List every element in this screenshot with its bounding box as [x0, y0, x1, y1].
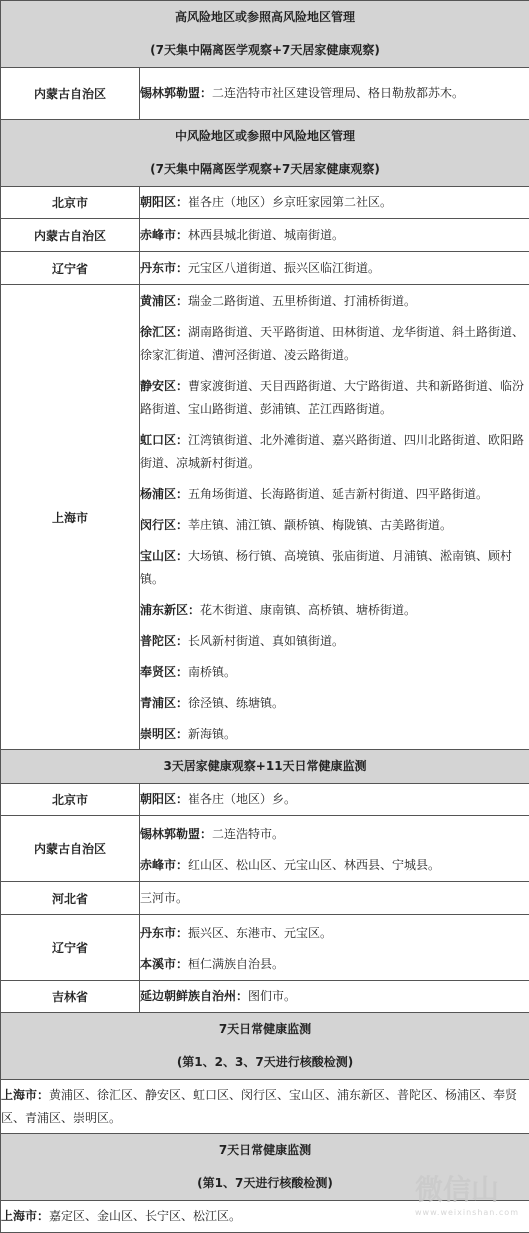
home-obs-header [1, 750, 529, 784]
area-text: 元宝区八道街道、振兴区临江街道。 [188, 261, 380, 275]
city-label: 丹东市： [140, 261, 188, 275]
area-text: 二连浩特市。 [212, 827, 284, 841]
mid-risk-title: 中风险地区或参照中风险地区管理 [1, 120, 529, 153]
area-text: 湖南路街道、天平路街道、田林街道、龙华街道、斜土路街道、徐家汇街道、漕河泾街道、凌云路街道。 [140, 325, 524, 362]
area-text: 徐泾镇、练塘镇。 [188, 696, 284, 710]
monitor-a-title: 7天日常健康监测 [1, 1013, 529, 1046]
area-text: 红山区、松山区、元宝山区、林西县、宁城县。 [188, 858, 440, 872]
city-label: 浦东新区： [140, 603, 200, 617]
area-text: 新海镇。 [188, 727, 236, 741]
detail-cell [140, 187, 529, 219]
mid-risk-header [1, 120, 529, 187]
city-label: 杨浦区： [140, 487, 188, 501]
watermark-logo [415, 1168, 519, 1217]
area-text: 二连浩特市社区建设管理局、格日勒敖都苏木。 [212, 86, 464, 100]
area-text: 大场镇、杨行镇、高境镇、张庙街道、月浦镇、淞南镇、顾村镇。 [140, 549, 512, 586]
city-label: 赤峰市： [140, 228, 188, 242]
detail-cell [140, 68, 529, 120]
monitor-b-title: 7天日常健康监测 [1, 1134, 529, 1167]
high-risk-header [1, 1, 529, 68]
city-label: 延边朝鲜族自治州： [140, 989, 248, 1003]
area-text: 花木街道、康南镇、高桥镇、塘桥街道。 [200, 603, 416, 617]
area-text: 林西县城北街道、城南街道。 [188, 228, 344, 242]
province-cell: 河北省 [1, 882, 140, 915]
area-text: 长风新村街道、真如镇街道。 [188, 634, 344, 648]
province-cell: 辽宁省 [1, 915, 140, 981]
detail-cell-shanghai [140, 285, 529, 750]
city-label: 锡林郭勒盟： [140, 827, 212, 841]
monitor-a-subtitle: (第1、2、3、7天进行核酸检测) [1, 1046, 529, 1079]
city-label: 上海市： [1, 1088, 49, 1102]
city-label: 宝山区： [140, 549, 188, 563]
city-label: 朝阳区： [140, 792, 188, 806]
area-text: 瑞金二路街道、五里桥街道、打浦桥街道。 [188, 294, 416, 308]
detail-cell [140, 252, 529, 285]
province-cell: 内蒙古自治区 [1, 816, 140, 882]
city-label: 上海市： [1, 1209, 49, 1223]
area-text: 江湾镇街道、北外滩街道、嘉兴路街道、四川北路街道、欧阳路街道、凉城新村街道。 [140, 433, 524, 470]
detail-cell [140, 981, 529, 1013]
area-text: 莘庄镇、浦江镇、颛桥镇、梅陇镇、古美路街道。 [188, 518, 452, 532]
detail-cell [140, 784, 529, 816]
detail-cell [140, 882, 529, 915]
area-text: 崔各庄（地区）乡京旺家园第二社区。 [188, 195, 392, 209]
area-text: 图们市。 [248, 989, 296, 1003]
area-text: 三河市。 [140, 891, 188, 905]
city-label: 闵行区： [140, 518, 188, 532]
city-label: 徐汇区： [140, 325, 188, 339]
watermark-text: 微信山 [415, 1173, 499, 1206]
area-text: 嘉定区、金山区、长宁区、松江区。 [49, 1209, 241, 1223]
area-text: 曹家渡街道、天目西路街道、大宁路街道、共和新路街道、临汾路街道、宝山路街道、彭浦镇、芷江西路街道。 [140, 379, 524, 416]
city-label: 朝阳区： [140, 195, 188, 209]
detail-cell [140, 219, 529, 252]
province-cell: 内蒙古自治区 [1, 219, 140, 252]
city-label: 黄浦区： [140, 294, 188, 308]
city-label: 静安区： [140, 379, 188, 393]
province-cell: 北京市 [1, 784, 140, 816]
home-obs-title: 3天居家健康观察+11天日常健康监测 [1, 750, 529, 783]
area-text: 黄浦区、徐汇区、静安区、虹口区、闵行区、宝山区、浦东新区、普陀区、杨浦区、奉贤区、青浦区、崇明区。 [1, 1088, 517, 1125]
monitor-a-header [1, 1013, 529, 1080]
province-cell: 上海市 [1, 285, 140, 750]
city-label: 崇明区： [140, 727, 188, 741]
city-label: 虹口区： [140, 433, 188, 447]
high-risk-subtitle: (7天集中隔离医学观察+7天居家健康观察) [1, 34, 529, 67]
city-label: 赤峰市： [140, 858, 188, 872]
city-label: 奉贤区： [140, 665, 188, 679]
province-cell: 辽宁省 [1, 252, 140, 285]
city-label: 青浦区： [140, 696, 188, 710]
detail-cell [140, 915, 529, 981]
city-label: 普陀区： [140, 634, 188, 648]
city-label: 锡林郭勒盟： [140, 86, 212, 100]
high-risk-title: 高风险地区或参照高风险地区管理 [1, 1, 529, 34]
watermark-url: www.weixinshan.com [415, 1208, 519, 1217]
province-cell: 内蒙古自治区 [1, 68, 140, 120]
province-cell: 吉林省 [1, 981, 140, 1013]
monitor-b-subtitle: (第1、7天进行核酸检测) [1, 1167, 529, 1200]
area-text: 振兴区、东港市、元宝区。 [188, 926, 332, 940]
area-text: 南桥镇。 [188, 665, 236, 679]
area-text: 五角场街道、长海路街道、延吉新村街道、四平路街道。 [188, 487, 488, 501]
mid-risk-subtitle: (7天集中隔离医学观察+7天居家健康观察) [1, 153, 529, 186]
province-cell: 北京市 [1, 187, 140, 219]
monitor-a-detail [1, 1080, 529, 1134]
city-label: 本溪市： [140, 957, 188, 971]
area-text: 崔各庄（地区）乡。 [188, 792, 296, 806]
area-text: 桓仁满族自治县。 [188, 957, 284, 971]
city-label: 丹东市： [140, 926, 188, 940]
detail-cell [140, 816, 529, 882]
